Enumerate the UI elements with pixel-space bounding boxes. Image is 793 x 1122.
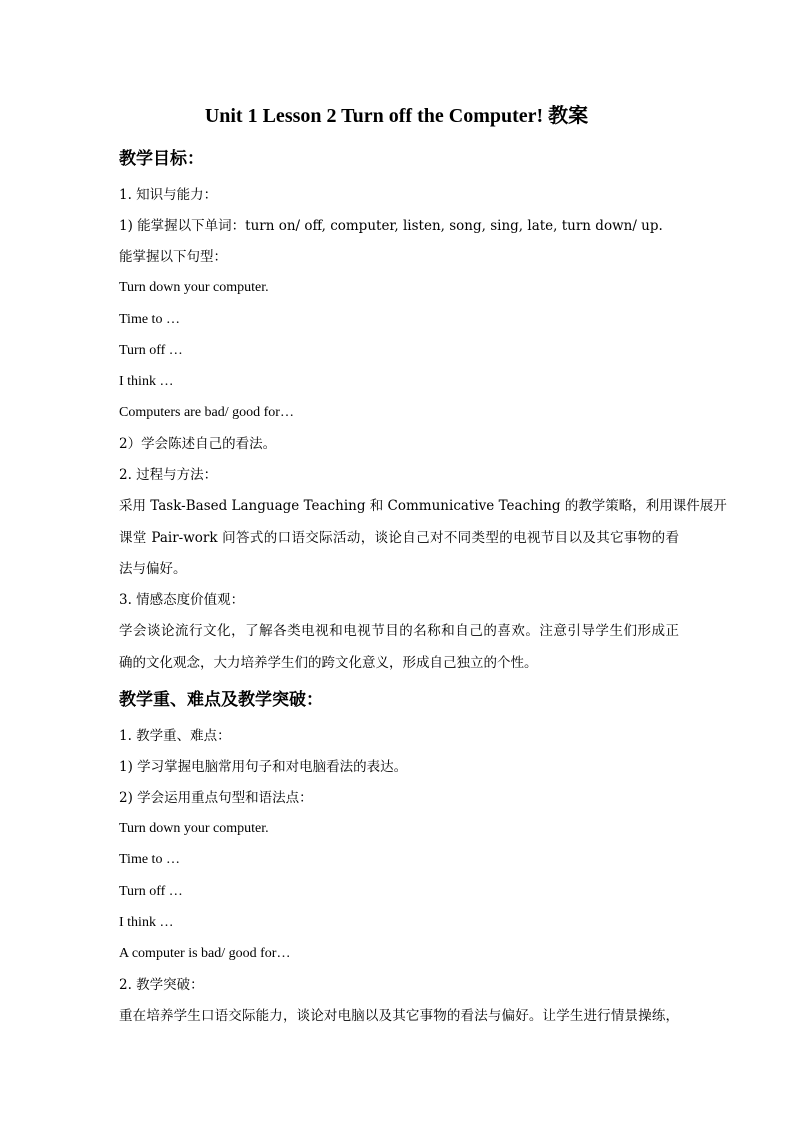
- sentence-line: Turn off …: [119, 884, 183, 899]
- process-paragraph-line: 课堂 Pair-work 问答式的口语交际活动，谈论自己对不同类型的电视节目以及其它事物的看: [119, 530, 679, 546]
- sentence-intro: 能掌握以下句型：: [119, 249, 227, 265]
- knowledge-label: 1. 知识与能力：: [119, 187, 218, 203]
- breakthrough-paragraph-line: 重在培养学生口语交际能力，谈论对电脑以及其它事物的看法与偏好。让学生进行情景操练，: [119, 1008, 679, 1024]
- sentence-line: I think …: [119, 374, 174, 389]
- section-heading-objectives: 教学目标：: [119, 149, 204, 169]
- process-paragraph-line: 采用 Task-Based Language Teaching 和 Communicative Teaching 的教学策略，利用课件展开: [119, 498, 727, 514]
- sentence-line: Computers are bad/ good for…: [119, 405, 294, 420]
- document-title: Unit 1 Lesson 2 Turn off the Computer! 教案: [204, 105, 589, 127]
- sentence-line: A computer is bad/ good for…: [119, 946, 291, 961]
- knowledge-item-1: 1) 能掌握以下单词：turn on/ off, computer, listen, song, sing, late, turn down/ up.: [119, 218, 663, 234]
- breakthrough-label: 2. 教学突破：: [119, 977, 204, 993]
- sentence-line: Turn off …: [119, 343, 183, 358]
- sentence-line: I think …: [119, 915, 174, 930]
- section-heading-key-points: 教学重、难点及教学突破：: [119, 690, 323, 710]
- sentence-line: Turn down your computer.: [119, 280, 269, 295]
- emotion-label: 3. 情感态度价值观：: [119, 592, 245, 608]
- knowledge-item-2: 2）学会陈述自己的看法。: [119, 436, 277, 452]
- key-points-label: 1. 教学重、难点：: [119, 728, 231, 744]
- process-paragraph-line: 法与偏好。: [119, 561, 187, 577]
- key-points-item-2: 2) 学会运用重点句型和语法点：: [119, 790, 313, 806]
- sentence-line: Time to …: [119, 312, 180, 327]
- emotion-paragraph-line: 确的文化观念，大力培养学生们的跨文化意义，形成自己独立的个性。: [119, 655, 538, 671]
- key-points-item-1: 1) 学习掌握电脑常用句子和对电脑看法的表达。: [119, 759, 408, 775]
- sentence-line: Time to …: [119, 852, 180, 867]
- sentence-line: Turn down your computer.: [119, 821, 269, 836]
- emotion-paragraph-line: 学会谈论流行文化，了解各类电视和电视节目的名称和自己的喜欢。注意引导学生们形成正: [119, 623, 679, 639]
- process-label: 2. 过程与方法：: [119, 467, 218, 483]
